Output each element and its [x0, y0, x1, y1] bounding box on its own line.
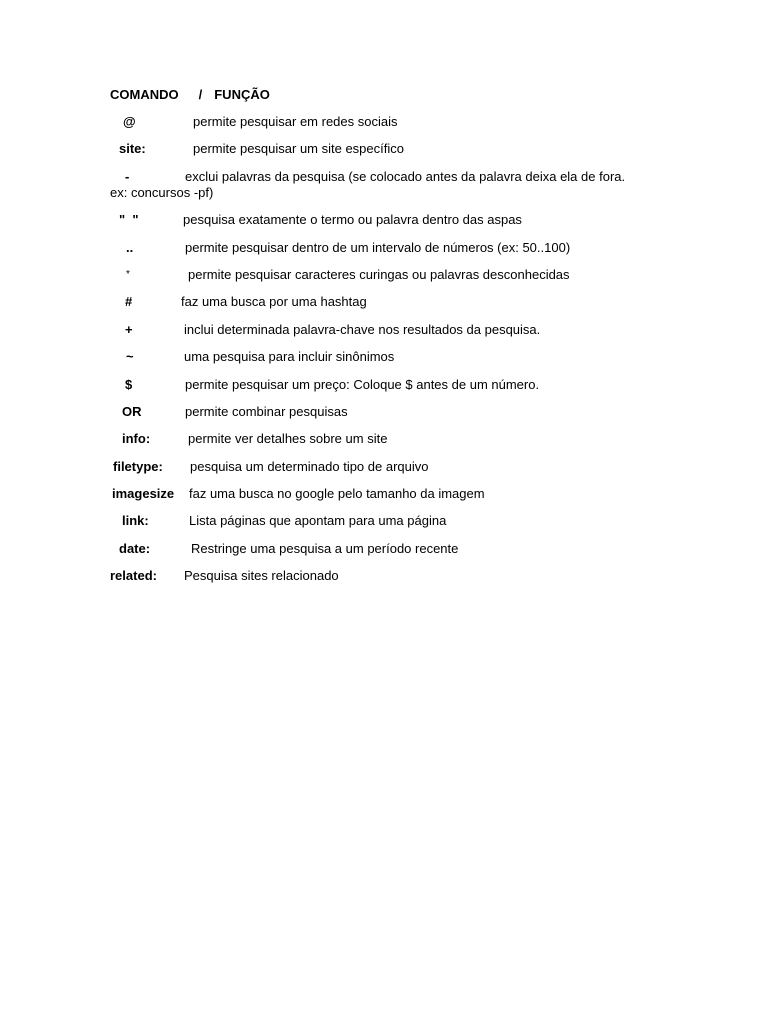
command-description: permite pesquisar um preço: Coloque $ antes de um número. [185, 376, 540, 392]
command-row [110, 541, 640, 557]
table-header [110, 87, 270, 103]
command-description: faz uma busca por uma hashtag [181, 294, 367, 310]
command-name: - [125, 168, 130, 184]
command-description: pesquisa um determinado tipo de arquivo [190, 458, 429, 474]
command-name: + [125, 321, 133, 337]
command-row [110, 322, 640, 338]
command-description: permite ver detalhes sobre um site [188, 431, 388, 447]
command-row [110, 486, 640, 502]
command-row [110, 294, 640, 310]
command-row [110, 349, 640, 365]
command-description: Restringe uma pesquisa a um período recente [191, 540, 459, 556]
command-name: OR [122, 403, 142, 419]
command-name: site: [119, 141, 146, 157]
command-name: * [126, 268, 130, 280]
command-name: ~ [126, 349, 134, 365]
command-row [110, 114, 640, 130]
command-description: permite pesquisar em redes sociais [193, 114, 398, 129]
command-row [110, 267, 640, 283]
command-row [110, 459, 640, 475]
command-description: uma pesquisa para incluir sinônimos [184, 349, 395, 365]
command-description: exclui palavras da pesquisa (se colocado antes da palavra deixa ela de fora. ex: concursos -pf) [110, 168, 626, 200]
command-row [110, 513, 640, 529]
command-name: # [125, 294, 133, 310]
command-name: " " [119, 212, 139, 228]
command-name: @ [123, 114, 136, 129]
command-name: $ [125, 376, 133, 392]
command-row [110, 141, 640, 157]
command-description: pesquisa exatamente o termo ou palavra dentro das aspas [183, 212, 522, 228]
command-name: info: [122, 431, 151, 447]
command-name: imagesize [112, 486, 175, 502]
command-name: .. [126, 239, 134, 255]
command-name: link: [122, 513, 149, 529]
command-name: filetype: [113, 458, 163, 474]
command-description: permite pesquisar um site específico [193, 141, 404, 157]
command-row [110, 169, 640, 201]
command-row [110, 240, 640, 256]
command-row [110, 212, 640, 228]
command-row [110, 431, 640, 447]
command-name: related: [110, 568, 157, 584]
header-function: FUNÇÃO [214, 87, 270, 102]
command-description: permite combinar pesquisas [185, 403, 348, 419]
command-row [110, 404, 640, 420]
command-description: inclui determinada palavra-chave nos resultados da pesquisa. [184, 321, 541, 337]
header-command: COMANDO [110, 87, 179, 102]
header-separator: / [198, 87, 203, 102]
command-description: permite pesquisar dentro de um intervalo de números (ex: 50..100) [185, 239, 571, 255]
command-description: Pesquisa sites relacionado [184, 568, 339, 584]
command-description: Lista páginas que apontam para uma página [189, 513, 447, 529]
command-row [110, 568, 640, 584]
command-description: permite pesquisar caracteres curingas ou palavras desconhecidas [188, 266, 570, 282]
command-row [110, 377, 640, 393]
command-name: date: [119, 540, 151, 556]
command-description: faz uma busca no google pelo tamanho da imagem [189, 486, 485, 502]
command-list [110, 114, 640, 596]
